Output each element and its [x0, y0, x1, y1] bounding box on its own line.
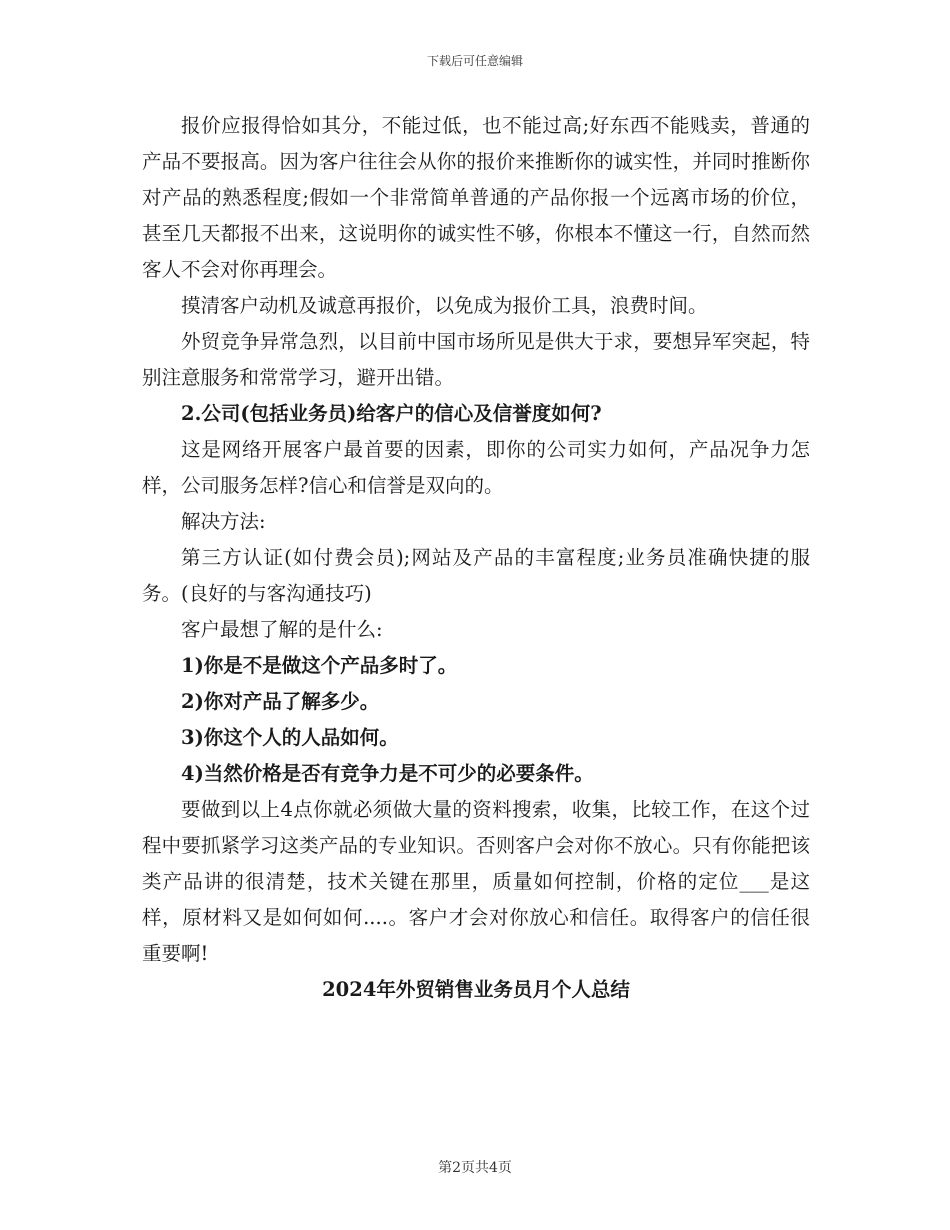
section-heading-trust: 2.公司(包括业务员)给客户的信心及信誉度如何?	[181, 402, 602, 425]
paragraph-solution-label: 解决方法:	[181, 510, 266, 533]
page-number-footer: 第2页共4页	[438, 1160, 512, 1176]
paragraph-customer-wants: 客户最想了解的是什么:	[181, 618, 383, 641]
list-item-4: 4)当然价格是否有竞争力是不可少的必要条件。	[181, 762, 594, 785]
list-item-2: 2)你对产品了解多少。	[181, 690, 380, 713]
paragraph-quote-pricing: 报价应报得恰如其分，不能过低，也不能过高;好东西不能贱卖，普通的产品不要报高。因为客户往往会从你的报价来推断你的诚实性，并同时推断你对产品的熟悉程度;假如一个非常简单普通的产品你报一个远离市场的价位，甚至几天都报不出来，这说明你的诚实性不够，你根本不懂这一行，自然而然客人不会对你再理会。	[142, 114, 810, 281]
list-item-3: 3)你这个人的人品如何。	[181, 726, 399, 749]
page-header-note: 下载后可任意编辑	[426, 54, 523, 68]
paragraph-conclusion: 要做到以上4点你就必须做大量的资料搜索，收集，比较工作，在这个过程中要抓紧学习这类产品的专业知识。否则客户会对你不放心。只有你能把该类产品讲的很清楚，技术关键在那里，质量如何控制，价格的定位___是这样，原材料又是如何如何....。客户才会对你放心和信任。取得客户的信任很重要啊!	[142, 798, 810, 965]
document-title: 2024年外贸销售业务员月个人总结	[322, 978, 630, 1001]
document-body	[142, 108, 810, 1008]
list-item-1: 1)你是不是做这个产品多时了。	[181, 654, 458, 677]
paragraph-solution-detail: 第三方认证(如付费会员);网站及产品的丰富程度;业务员准确快捷的服务。(良好的与客沟通技巧)	[142, 546, 810, 605]
paragraph-trust-factor: 这是网络开展客户最首要的因素，即你的公司实力如何，产品况争力怎样，公司服务怎样?信心和信誉是双向的。	[142, 438, 810, 497]
paragraph-competition: 外贸竞争异常急烈，以目前中国市场所见是供大于求，要想异军突起，特别注意服务和常常学习，避开出错。	[142, 330, 810, 389]
paragraph-customer-motive: 摸清客户动机及诚意再报价，以免成为报价工具，浪费时间。	[181, 294, 708, 317]
